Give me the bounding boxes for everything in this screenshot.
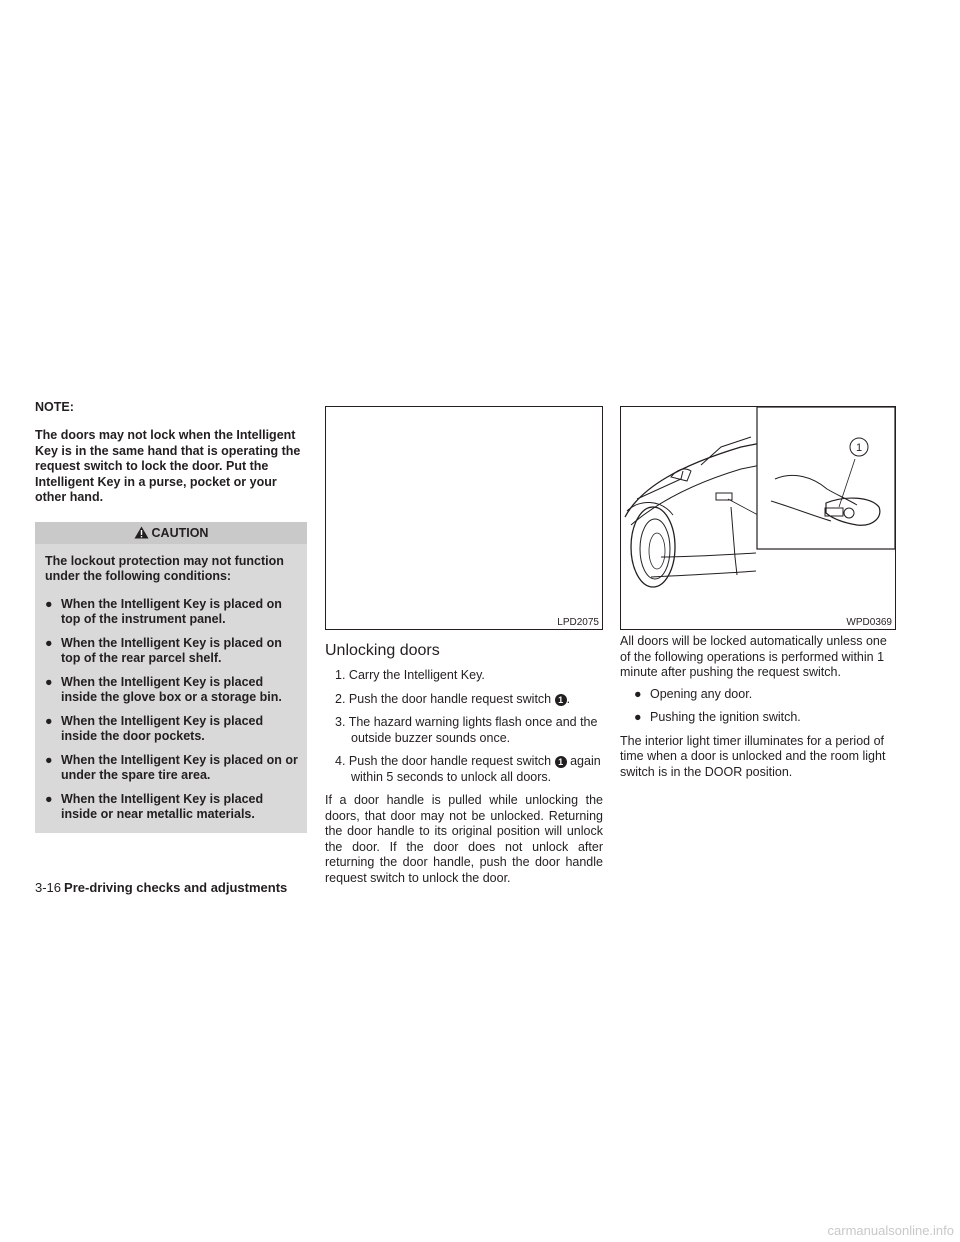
watermark: carmanualsonline.info xyxy=(827,1223,954,1238)
bullet-icon: ● xyxy=(45,596,53,611)
list-item: 1. Carry the Intelligent Key. xyxy=(335,668,485,682)
list-item: ● When the Intelligent Key is placed on or under the spare tire area. xyxy=(45,752,298,782)
list-item: ● When the Intelligent Key is placed inside the glove box or a storage bin. xyxy=(45,674,282,704)
auto-lock-intro: All doors will be locked automatically unless one of the following operations is performed within 1 minute after pushing the request switch. xyxy=(620,634,887,679)
list-item: ● Opening any door. xyxy=(634,686,753,701)
note-label: NOTE: xyxy=(35,400,74,414)
figure-lpd2075 xyxy=(325,406,603,630)
list-item: 4. Push the door handle request switch 1 again within 5 seconds to unlock all doors. xyxy=(335,754,601,784)
chapter-title: Pre-driving checks and adjustments xyxy=(64,880,288,895)
figure-wpd0369 xyxy=(620,406,896,630)
figure-callout-label: 1 xyxy=(855,442,863,454)
door-handle-illustration xyxy=(621,407,895,629)
left-column xyxy=(35,400,307,833)
caution-header xyxy=(35,522,307,544)
bullet-icon: ● xyxy=(45,791,53,806)
unlocking-steps xyxy=(325,668,603,785)
warning-triangle-icon xyxy=(134,526,149,539)
list-item: ● When the Intelligent Key is placed inside or near metallic materials. xyxy=(45,791,264,821)
list-item: 3. The hazard warning lights flash once and the outside buzzer sounds once. xyxy=(335,715,598,745)
note-text: The doors may not lock when the Intelligent Key is in the same hand that is operating the request switch to lock the door. Put the Intelligent Key in a purse, pocket or your other hand. xyxy=(35,428,301,504)
callout-1-icon: 1 xyxy=(555,694,567,706)
page-number: 3-16 xyxy=(35,880,62,895)
caution-intro: The lockout protection may not function under the following conditions: xyxy=(45,553,284,583)
bullet-icon: ● xyxy=(45,674,53,689)
list-item: ● Pushing the ignition switch. xyxy=(634,710,801,724)
caution-list xyxy=(35,597,307,823)
list-item: 2. Push the door handle request switch 1 . xyxy=(335,691,571,706)
list-item: ● When the Intelligent Key is placed inside the door pockets. xyxy=(45,713,264,743)
figure-code: LPD2075 xyxy=(557,617,599,628)
figure-code: WPD0369 xyxy=(846,617,892,628)
section-title: Unlocking doors xyxy=(325,642,440,659)
caution-box xyxy=(35,522,307,833)
list-item: ● When the Intelligent Key is placed on top of the instrument panel. xyxy=(45,596,282,626)
timer-paragraph: The interior light timer illuminates for a period of time when a door is unlocked and the room light switch is in the DOOR position. xyxy=(620,733,886,779)
middle-column xyxy=(325,406,603,886)
bullet-icon: ● xyxy=(45,635,53,650)
caution-title: CAUTION xyxy=(151,525,209,540)
bullet-icon: ● xyxy=(634,686,642,701)
callout-1-icon: 1 xyxy=(555,756,567,768)
bullet-icon: ● xyxy=(45,752,53,767)
page-footer xyxy=(35,880,287,895)
bullet-icon: ● xyxy=(45,713,53,728)
list-item: ● When the Intelligent Key is placed on top of the rear parcel shelf. xyxy=(45,635,282,665)
auto-lock-list xyxy=(620,687,896,726)
bullet-icon: ● xyxy=(634,710,642,724)
right-column xyxy=(620,406,896,780)
unlocking-paragraph: If a door handle is pulled while unlocking the doors, that door may not be unlocked. Returning the door handle to its original position will unlock the door. If the door does not unlock after returning the door handle, push the door handle request switch to unlock the door. xyxy=(325,793,603,885)
